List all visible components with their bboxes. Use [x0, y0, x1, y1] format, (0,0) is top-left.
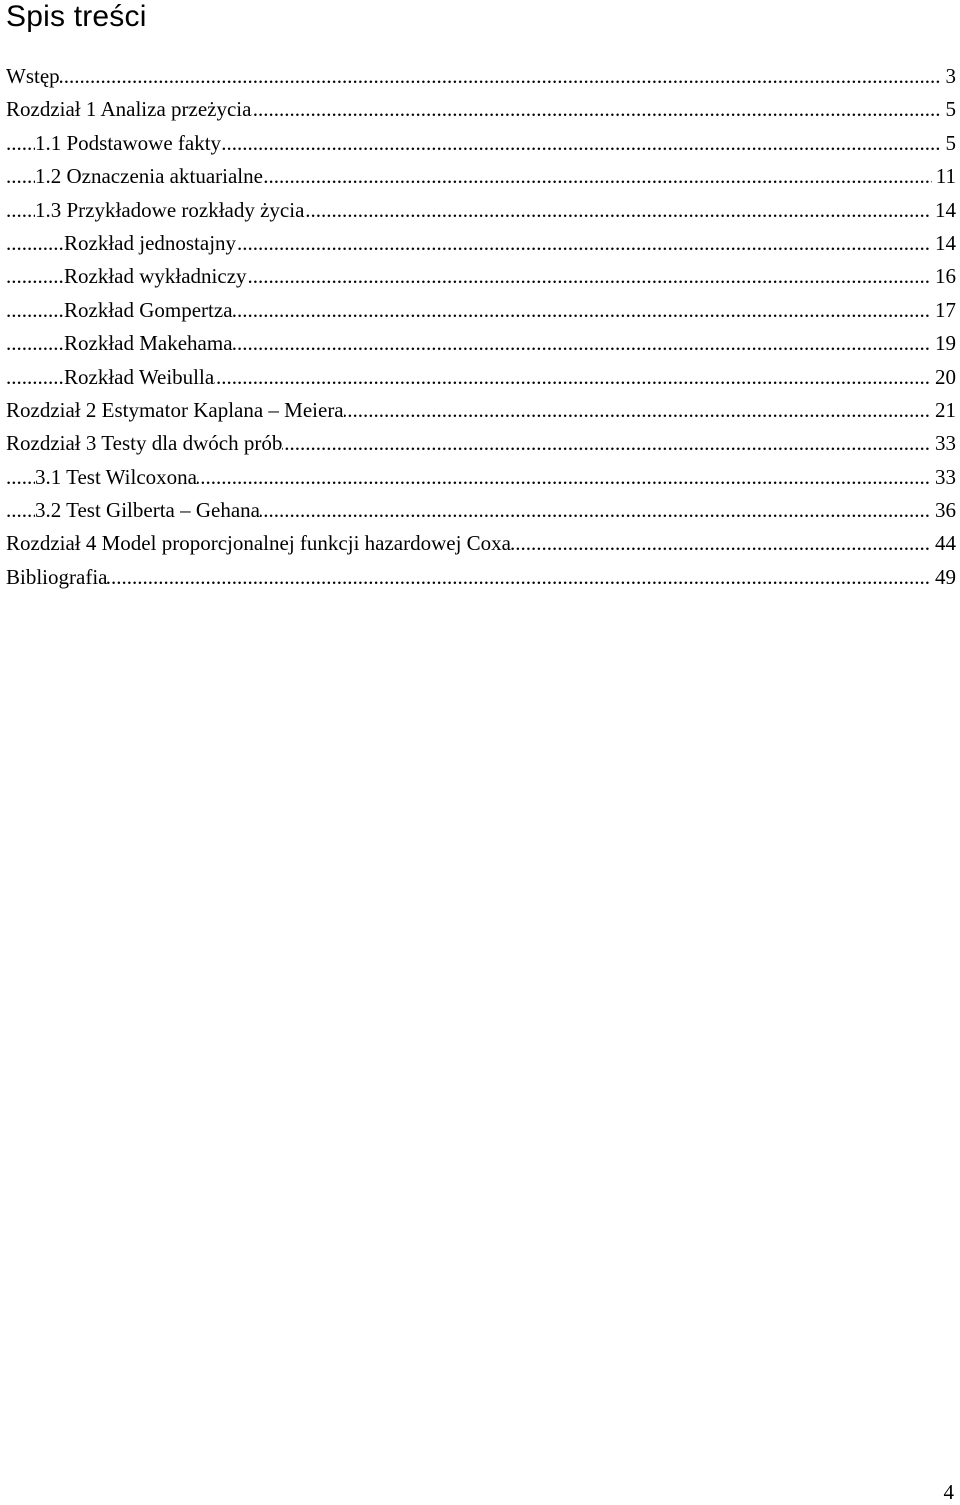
- toc-entry-3-1[interactable]: [6, 461, 956, 494]
- toc-entry-label: 1.3 Przykładowe rozkłady życia: [35, 197, 305, 222]
- toc-entry-label: 1.2 Oznaczenia aktuarialne: [35, 164, 263, 189]
- toc-entry-label: Rozdział 2 Estymator Kaplana – Meiera: [6, 397, 344, 422]
- toc-entry-1-2[interactable]: [6, 160, 956, 193]
- toc-entry-page: 44: [931, 527, 956, 560]
- toc-entry-page: 33: [931, 427, 956, 460]
- toc-entry-page: 3: [942, 60, 957, 93]
- toc-entry-label: Bibliografia: [6, 564, 108, 589]
- toc-entry-label: Rozkład Weibulla: [64, 364, 215, 389]
- toc-entry-page: 16: [931, 260, 956, 293]
- toc-entry-page: 5: [942, 127, 957, 160]
- toc-entry-page: 17: [931, 294, 956, 327]
- toc-entry-bibliografia[interactable]: [6, 561, 956, 594]
- toc-entry-label: 3.2 Test Gilberta – Gehana: [35, 498, 260, 523]
- toc-title: Spis treści: [6, 0, 147, 33]
- toc-entry-rozdzial-4[interactable]: [6, 527, 956, 560]
- toc-entry-rozdzial-3[interactable]: [6, 427, 956, 460]
- toc-entry-label: Rozkład Makehama: [64, 331, 233, 356]
- table-of-contents: [6, 60, 956, 594]
- toc-entry-label: Rozkład jednostajny: [64, 230, 237, 255]
- toc-entry-wstep[interactable]: [6, 60, 956, 93]
- toc-entry-label: Rozdział 1 Analiza przeżycia: [6, 97, 252, 122]
- toc-entry-rozklad-weibulla[interactable]: [6, 361, 956, 394]
- toc-entry-page: 21: [931, 394, 956, 427]
- toc-entry-page: 49: [931, 561, 956, 594]
- toc-entry-label: Rozkład Gompertza: [64, 297, 233, 322]
- toc-entry-label: Rozdział 3 Testy dla dwóch prób: [6, 431, 283, 456]
- toc-entry-rozdzial-1[interactable]: [6, 93, 956, 126]
- toc-entry-page: 14: [931, 194, 956, 227]
- toc-entry-page: 19: [931, 327, 956, 360]
- toc-entry-rozklad-jednostajny[interactable]: [6, 227, 956, 260]
- toc-entry-page: 5: [942, 93, 957, 126]
- toc-entry-rozklad-gompertza[interactable]: [6, 294, 956, 327]
- toc-entry-label: 3.1 Test Wilcoxona: [35, 464, 197, 489]
- toc-entry-1-3[interactable]: [6, 194, 956, 227]
- toc-entry-rozklad-makehama[interactable]: [6, 327, 956, 360]
- toc-entry-1-1[interactable]: [6, 127, 956, 160]
- toc-entry-label: Rozdział 4 Model proporcjonalnej funkcji hazardowej Coxa: [6, 531, 512, 556]
- toc-entry-page: 33: [931, 461, 956, 494]
- toc-entry-page: 14: [931, 227, 956, 260]
- toc-entry-page: 11: [932, 160, 956, 193]
- page-number: 4: [943, 1480, 954, 1504]
- dot-leader: [6, 561, 956, 594]
- toc-entry-label: Rozkład wykładniczy: [64, 264, 247, 289]
- toc-entry-page: 36: [931, 494, 956, 527]
- toc-entry-3-2[interactable]: [6, 494, 956, 527]
- toc-entry-rozklad-wykladniczy[interactable]: [6, 260, 956, 293]
- toc-entry-rozdzial-2[interactable]: [6, 394, 956, 427]
- toc-entry-label: Wstęp: [6, 64, 60, 88]
- dot-leader: [6, 60, 956, 93]
- toc-entry-page: 20: [931, 361, 956, 394]
- toc-entry-label: 1.1 Podstawowe fakty: [35, 130, 222, 155]
